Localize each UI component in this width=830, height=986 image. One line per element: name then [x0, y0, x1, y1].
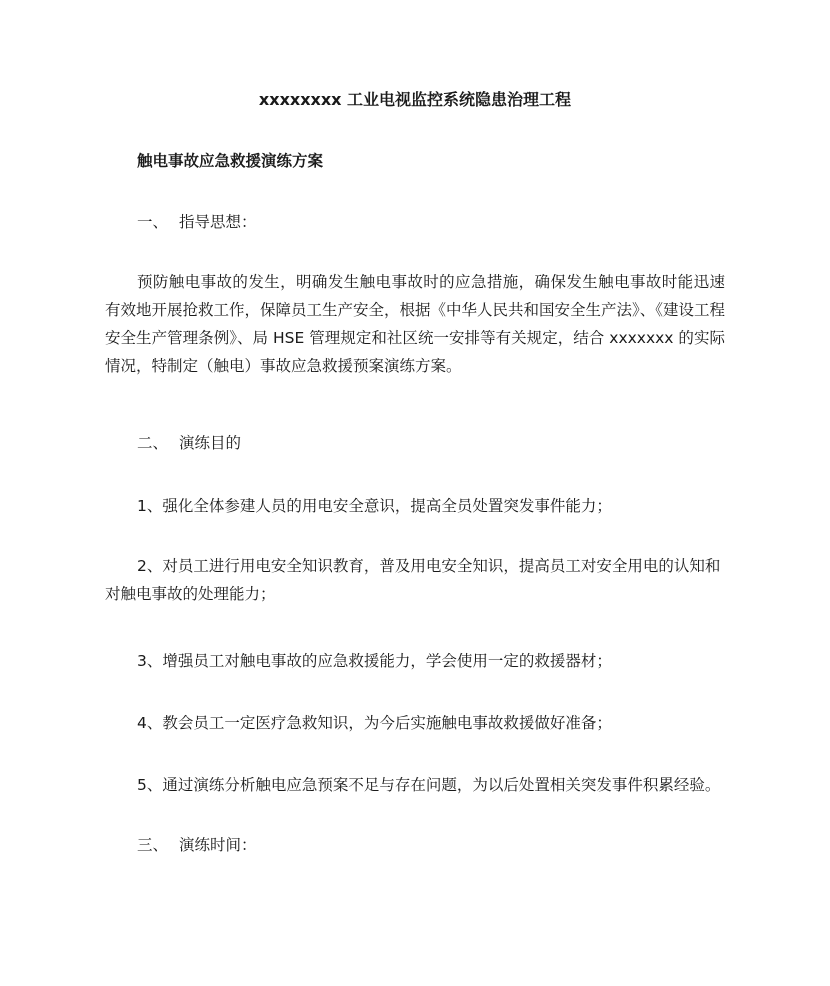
- section-heading-guiding: [137, 211, 257, 233]
- document-title: xxxxxxxx 工业电视监控系统隐患治理工程: [258, 90, 572, 109]
- section-label: 指导思想：: [179, 213, 257, 231]
- section-heading-objectives: [137, 432, 241, 454]
- section-label: 演练目的: [179, 434, 242, 452]
- objective-item-5: 5、通过演练分析触电应急预案不足与存在问题，为以后处置相关突发事件积累经验。: [137, 776, 721, 794]
- section-number: 三、: [137, 836, 169, 854]
- section-number: 二、: [137, 434, 169, 452]
- objective-item-2: 2、对员工进行用电安全知识教育，普及用电安全知识，提高员工对安全用电的认知和对触电事故的处理能力；: [105, 557, 721, 603]
- section-number: 一、: [137, 213, 169, 231]
- section-label: 演练时间：: [179, 836, 257, 854]
- objective-item-3: 3、增强员工对触电事故的应急救援能力，学会使用一定的救援器材；: [137, 652, 612, 670]
- objective-item-1: 1、强化全体参建人员的用电安全意识，提高全员处置突发事件能力；: [137, 497, 612, 515]
- section-heading-time: [137, 834, 257, 856]
- guiding-paragraph: 预防触电事故的发生，明确发生触电事故时的应急措施，确保发生触电事故时能迅速有效地开展抢救工作，保障员工生产安全，根据《中华人民共和国安全生产法》、《建设工程安全生产管理条例》、局 HSE 管理规定和社区统一安排等有关规定，结合 xxxxxxx 的实际情况，特制定（触电）事故应急救援预案演练方案。: [105, 273, 726, 375]
- objective-item-4: 4、教会员工一定医疗急救知识，为今后实施触电事故救援做好准备；: [137, 714, 612, 732]
- document-subtitle: 触电事故应急救援演练方案: [137, 152, 324, 170]
